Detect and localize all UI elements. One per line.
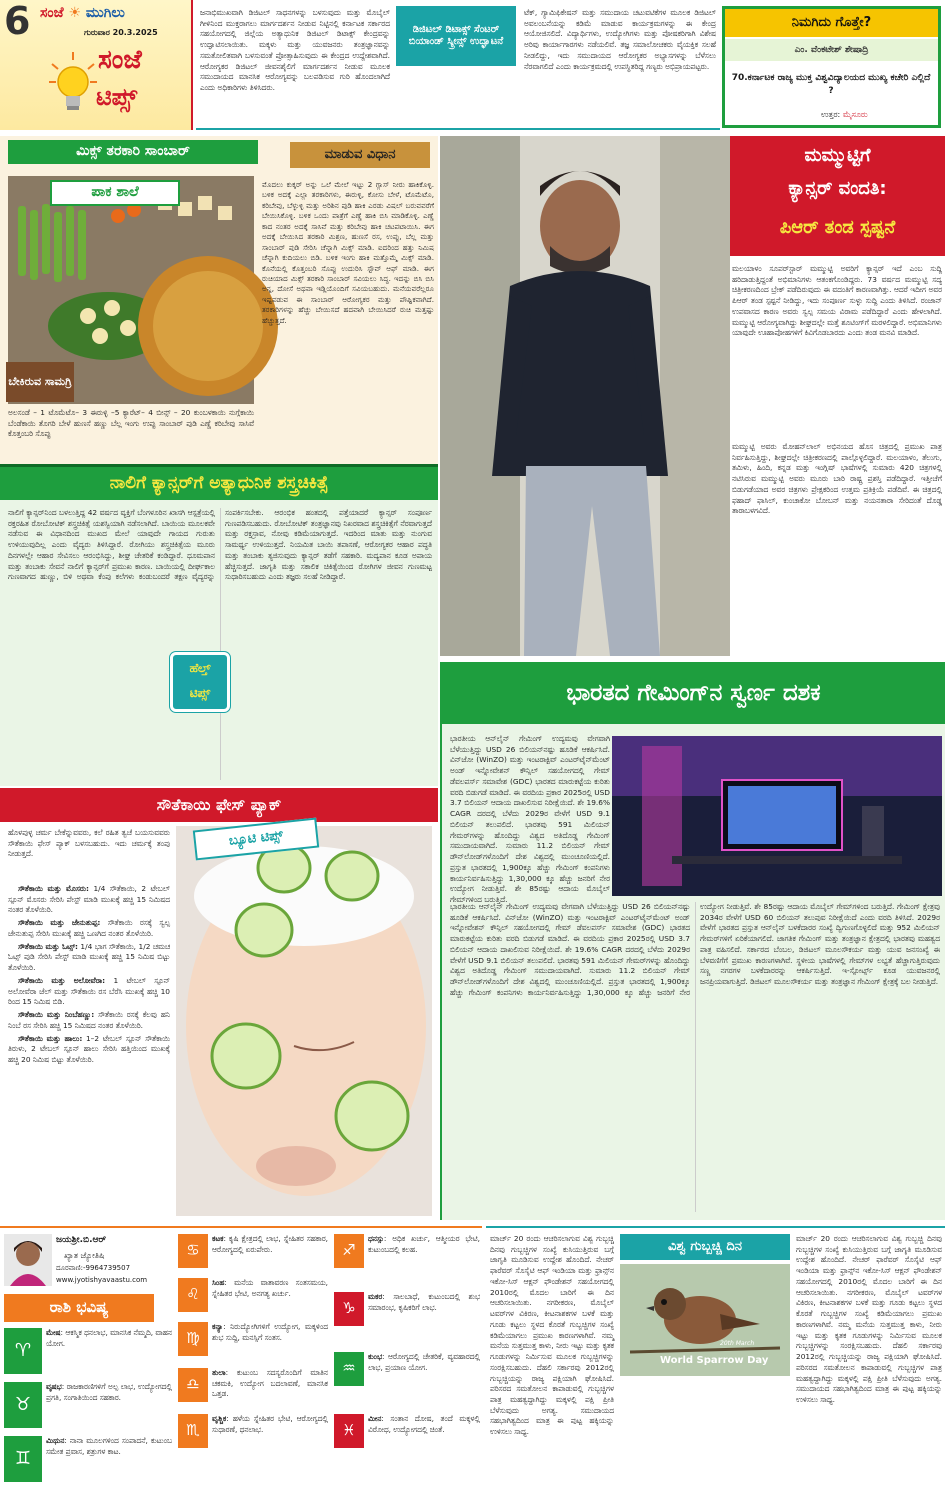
mammootty-article (730, 136, 945, 662)
kanya-icon: ♍ (178, 1322, 208, 1356)
sign-text: ಮೇಷ: ಆಕಸ್ಮಿಕ ಧನಲಾಭ, ಮಾನಸಿಕ ನೆಮ್ಮದಿ, ವಾಹನ ಯೋಗ. (46, 1328, 173, 1348)
face-photo (176, 826, 432, 1216)
item-5: ಸೌತೆಕಾಯಿ ಮತ್ತು ನಿಂಬೆಹಣ್ಣು: ಸೌತೆಕಾಯಿ ರಸಕ್ಕೆ ಕೆಲವು ಹನಿ ನಿಂಬೆ ರಸ ಸೇರಿಸಿ ಹಚ್ಚಿ 15 ನಿಮಿಷದ ನಂತರ ತೊಳೆಯಿರಿ. (8, 1010, 170, 1030)
article-body-right: ಮಾರ್ಚ್ 20 ರಂದು ಆಚರಿಸಲಾಗುವ ವಿಶ್ವ ಗುಬ್ಬಚ್ಚಿ ದಿನವು ಗುಬ್ಬಚ್ಚಿಗಳ ಸಂಖ್ಯೆ ಕುಸಿಯುತ್ತಿರುವ ಬಗ್ಗೆ ಜಾಗೃತಿ ಮೂಡಿಸುವ ಉದ್ದೇಶ ಹೊಂದಿದೆ. ನೇಚರ್ ಫಾರೆವರ್ ಸೊಸೈಟಿ ಆಫ್ ಇಂಡಿಯಾ ಮತ್ತು ಫ್ರಾನ್ಸ್‌ನ ಇಕೋ-ಸಿಸ್ ಆಕ್ಷನ್ ಫೌಂಡೇಶನ್ ಸಹಯೋಗದಲ್ಲಿ 2010ರಲ್ಲಿ ಮೊದಲ ಬಾರಿಗೆ ಈ ದಿನ ಆಚರಿಸಲಾಯಿತು. ನಗರೀಕರಣ, ಮೊಬೈಲ್ ಟವರ್‌ಗಳ ವಿಕಿರಣ, ಕೀಟನಾಶಕಗಳ ಬಳಕೆ ಮತ್ತು ಗೂಡು ಕಟ್ಟಲು ಸ್ಥಳದ ಕೊರತೆ ಗುಬ್ಬಚ್ಚಿಗಳ ಸಂಖ್ಯೆ ಕಡಿಮೆಯಾಗಲು ಪ್ರಮುಖ ಕಾರಣಗಳಾಗಿವೆ. ನಮ್ಮ ಮನೆಯ ಸುತ್ತಮುತ್ತ ಕಾಳು, ನೀರು ಇಟ್ಟು ಮತ್ತು ಕೃತಕ ಗೂಡುಗಳನ್ನು ನಿರ್ಮಿಸುವ ಮೂಲಕ ಗುಬ್ಬಚ್ಚಿಗಳನ್ನು ಸಂರಕ್ಷಿಸಬಹುದು. ದೆಹಲಿ ಸರ್ಕಾರವು 2012ರಲ್ಲಿ ಗುಬ್ಬಚ್ಚಿಯನ್ನು ರಾಜ್ಯ ಪಕ್ಷಿಯಾಗಿ ಘೋಷಿಸಿದೆ. ಪರಿಸರದ ಸಮತೋಲನ ಕಾಪಾಡುವಲ್ಲಿ ಗುಬ್ಬಚ್ಚಿಗಳ ಪಾತ್ರ ಮಹತ್ವದ್ದಾಗಿದ್ದು ಮಕ್ಕಳಲ್ಲಿ ಪಕ್ಷಿ ಪ್ರೀತಿ ಬೆಳೆಸುವುದು ಅಗತ್ಯ. ಸಮುದಾಯದ ಸಹಭಾಗಿತ್ವದಿಂದ ಮಾತ್ರ ಈ ಪುಟ್ಟ ಹಕ್ಕಿಯನ್ನು ಉಳಿಸಲು ಸಾಧ್ಯ. (796, 1234, 942, 1405)
quiz-answer-value: ಮೈಸೂರು (842, 110, 868, 119)
kataka-icon: ♋ (178, 1234, 208, 1268)
mithuna-icon: ♊ (4, 1436, 42, 1482)
section-title-line-1: ಸಂಜೆ (98, 45, 142, 75)
badge-line-2: ಟಿಪ್ಸ್ (189, 686, 211, 701)
gaming-photo (612, 736, 942, 896)
astrologer-web: www.jyotishyavaastu.com (56, 1276, 148, 1284)
vrishchika-icon: ♏ (178, 1414, 208, 1448)
headline-line-1: ಮಮ್ಮುಟ್ಟಿಗೆ (804, 145, 871, 167)
article-intro: ಹೊಳಪುಳ್ಳ ಚರ್ಮ ಬೇಕೆನ್ನುವವರು, ಕಲೆ ರಹಿತ ತ್ವಚೆ ಬಯಸುವವರು ಸೌತೆಕಾಯಿ ಫೇಸ್ ಪ್ಯಾಕ್ ಬಳಸಬಹುದು. ಇದು ಚರ್ಮಕ್ಕೆ ತಂಪು ನೀಡುತ್ತದೆ. (8, 828, 170, 859)
article-body-col-1-cont (396, 70, 516, 126)
kumbha-icon: ♒ (334, 1352, 364, 1386)
sign-6 (178, 1322, 328, 1360)
cancer-article (0, 464, 438, 786)
quiz-box (722, 6, 941, 128)
ingredients-label: ಬೇಕಿರುವ ಸಾಮಗ್ರಿ (6, 362, 74, 402)
item-2: ಸೌತೆಕಾಯಿ ಮತ್ತು ಜೇನುತುಪ್ಪ: ಸೌತೆಕಾಯಿ ರಸಕ್ಕೆ ಸ್ವಲ್ಪ ಜೇನುತುಪ್ಪ ಸೇರಿಸಿ ಮುಖಕ್ಕೆ ಹಚ್ಚಿ ಒಣಗಿದ ನಂತರ ತೊಳೆಯಿರಿ. (8, 918, 170, 938)
sign-4 (178, 1234, 328, 1272)
sign-text: ಮಕರ: ಸಾಲಬಾಧೆ, ಕುಟುಂಬದಲ್ಲಿ ಶುಭ ಸಮಾರಂಭ, ಕೃಷಿಕರಿಗೆ ಲಾಭ. (368, 1292, 480, 1312)
sign-7 (178, 1368, 328, 1406)
brand-part-1: ಸಂಜೆ (40, 5, 64, 21)
section-title-line-2: ಟಿಪ್ಸ್ (96, 83, 138, 111)
quiz-question: 70.ಕರ್ನಾಟಕ ರಾಜ್ಯ ಮುಕ್ತ ವಿಶ್ವವಿದ್ಯಾಲಯದ ಮುಖ್ಯ ಕಚೇರಿ ಎಲ್ಲಿದೆ ? (731, 72, 931, 96)
gaming-article (440, 662, 945, 1220)
meena-icon: ♓ (334, 1414, 364, 1448)
article-body-left: ಮಾರ್ಚ್ 20 ರಂದು ಆಚರಿಸಲಾಗುವ ವಿಶ್ವ ಗುಬ್ಬಚ್ಚಿ ದಿನವು ಗುಬ್ಬಚ್ಚಿಗಳ ಸಂಖ್ಯೆ ಕುಸಿಯುತ್ತಿರುವ ಬಗ್ಗೆ ಜಾಗೃತಿ ಮೂಡಿಸುವ ಉದ್ದೇಶ ಹೊಂದಿದೆ. ನೇಚರ್ ಫಾರೆವರ್ ಸೊಸೈಟಿ ಆಫ್ ಇಂಡಿಯಾ ಮತ್ತು ಫ್ರಾನ್ಸ್‌ನ ಇಕೋ-ಸಿಸ್ ಆಕ್ಷನ್ ಫೌಂಡೇಶನ್ ಸಹಯೋಗದಲ್ಲಿ 2010ರಲ್ಲಿ ಮೊದಲ ಬಾರಿಗೆ ಈ ದಿನ ಆಚರಿಸಲಾಯಿತು. ನಗರೀಕರಣ, ಮೊಬೈಲ್ ಟವರ್‌ಗಳ ವಿಕಿರಣ, ಕೀಟನಾಶಕಗಳ ಬಳಕೆ ಮತ್ತು ಗೂಡು ಕಟ್ಟಲು ಸ್ಥಳದ ಕೊರತೆ ಗುಬ್ಬಚ್ಚಿಗಳ ಸಂಖ್ಯೆ ಕಡಿಮೆಯಾಗಲು ಪ್ರಮುಖ ಕಾರಣಗಳಾಗಿವೆ. ನಮ್ಮ ಮನೆಯ ಸುತ್ತಮುತ್ತ ಕಾಳು, ನೀರು ಇಟ್ಟು ಮತ್ತು ಕೃತಕ ಗೂಡುಗಳನ್ನು ನಿರ್ಮಿಸುವ ಮೂಲಕ ಗುಬ್ಬಚ್ಚಿಗಳನ್ನು ಸಂರಕ್ಷಿಸಬಹುದು. ದೆಹಲಿ ಸರ್ಕಾರವು 2012ರಲ್ಲಿ ಗುಬ್ಬಚ್ಚಿಯನ್ನು ರಾಜ್ಯ ಪಕ್ಷಿಯಾಗಿ ಘೋಷಿಸಿದೆ. ಪರಿಸರದ ಸಮತೋಲನ ಕಾಪಾಡುವಲ್ಲಿ ಗುಬ್ಬಚ್ಚಿಗಳ ಪಾತ್ರ ಮಹತ್ವದ್ದಾಗಿದ್ದು ಮಕ್ಕಳಲ್ಲಿ ಪಕ್ಷಿ ಪ್ರೀತಿ ಬೆಳೆಸುವುದು ಅಗತ್ಯ. ಸಮುದಾಯದ ಸಹಭಾಗಿತ್ವದಿಂದ ಮಾತ್ರ ಈ ಪುಟ್ಟ ಹಕ್ಕಿಯನ್ನು ಉಳಿಸಲು ಸಾಧ್ಯ. (490, 1234, 614, 1437)
sign-5 (178, 1278, 328, 1316)
article-title: ಭಾರತದ ಗೇಮಿಂಗ್‌ನ ಸ್ವರ್ಣ ದಶಕ (442, 662, 945, 724)
recipe-title: ಮಿಕ್ಸ್ ತರಕಾರಿ ಸಾಂಬಾರ್ (8, 140, 258, 164)
sign-3 (4, 1436, 174, 1490)
quiz-title: ನಿಮಗಿದು ಗೊತ್ತೇ? (725, 9, 938, 37)
sign-text: ಕುಂಭ: ಆರೋಗ್ಯದಲ್ಲಿ ಚೇತರಿಕೆ, ವ್ಯವಹಾರದಲ್ಲಿ ಲಾಭ, ಪ್ರಯಾಣ ಯೋಗ. (368, 1352, 480, 1372)
article-body-1: ಮಲಯಾಳಂ ಸೂಪರ್‌ಸ್ಟಾರ್ ಮಮ್ಮುಟ್ಟಿ ಅವರಿಗೆ ಕ್ಯಾನ್ಸರ್ ಇದೆ ಎಂಬ ಸುದ್ದಿ ಹರಿದಾಡುತ್ತಿದ್ದಂತೆ ಅಭಿಮಾನಿಗಳು ಆತಂಕಗೊಂಡಿದ್ದರು. 73 ವರ್ಷದ ಮಮ್ಮುಟ್ಟಿ ಸದ್ಯ ಚಿತ್ರೀಕರಣದಿಂದ ಬ್ರೇಕ್ ಪಡೆದಿರುವುದು ಈ ವದಂತಿಗೆ ಕಾರಣವಾಗಿತ್ತು. ಆದರೆ ಇದೀಗ ಅವರ ಪಿಆರ್ ತಂಡ ಸ್ಪಷ್ಟನೆ ನೀಡಿದ್ದು, ಇದು ಸಂಪೂರ್ಣ ಸುಳ್ಳು ಸುದ್ದಿ ಎಂದು ತಿಳಿಸಿದೆ. ರಂಜಾನ್ ಉಪವಾಸದ ಕಾರಣ ಅವರು ಸ್ವಲ್ಪ ಸಮಯ ವಿರಾಮ ಪಡೆದಿದ್ದಾರೆ ಎಂದು ಹೇಳಲಾಗಿದೆ. ಮಮ್ಮುಟ್ಟಿ ಆರೋಗ್ಯವಾಗಿದ್ದು ಶೀಘ್ರದಲ್ಲೇ ಮತ್ತೆ ಶೂಟಿಂಗ್‌ಗೆ ಮರಳಲಿದ್ದಾರೆ. ಅಭಿಮಾನಿಗಳು ಯಾವುದೇ ಊಹಾಪೋಹಗಳಿಗೆ ಕಿವಿಗೊಡಬಾರದು ಎಂದು ತಂಡ ಮನವಿ ಮಾಡಿದೆ. (732, 264, 942, 338)
sign-text: ಸಿಂಹ: ಮನೆಯ ವಾತಾವರಣ ಸಂತಸಮಯ, ಸ್ನೇಹಿತರ ಭೇಟಿ, ಅನಗತ್ಯ ಖರ್ಚು. (212, 1278, 328, 1298)
headline-line-3: ಪಿಆರ್ ತಂಡ ಸ್ಪಷ್ಟನೆ (779, 217, 896, 239)
lightbulb-icon (48, 50, 98, 120)
sign-text: ಕನ್ಯಾ: ನಿರುದ್ಯೋಗಿಗಳಿಗೆ ಉದ್ಯೋಗ, ಮಕ್ಕಳಿಂದ ಶುಭ ಸುದ್ದಿ, ಮನಸ್ಸಿಗೆ ಸಂತಸ. (212, 1322, 329, 1342)
vrishabha-icon: ♉ (4, 1382, 42, 1428)
digital-detox-article (196, 0, 720, 130)
sparrow-article (486, 1226, 945, 1491)
sign-text: ವೃಶ್ಚಿಕ: ಹಳೆಯ ಸ್ನೇಹಿತರ ಭೇಟಿ, ಆರೋಗ್ಯದಲ್ಲಿ ಸುಧಾರಣೆ, ಧನಲಾಭ. (212, 1414, 328, 1434)
sign-text: ವೃಷಭ: ರಾಜಕಾರಣಿಗಳಿಗೆ ಅಲ್ಪ ಲಾಭ, ಉದ್ಯೋಗದಲ್ಲಿ ಪ್ರಗತಿ, ಸಂಗಾತಿಯಿಂದ ಸಹಕಾರ. (46, 1382, 172, 1402)
sign-text: ಧನಸ್ಸು: ಅಧಿಕ ಖರ್ಚು, ಆತ್ಮೀಯರ ಭೇಟಿ, ಕುಟುಂಬದಲ್ಲಿ ಕಲಹ. (368, 1234, 480, 1254)
sign-text: ಮಿಥುನ: ನಾನಾ ಮೂಲಗಳಿಂದ ಸಂಪಾದನೆ, ಕುಟುಂಬ ಸಮೇತ ಪ್ರವಾಸ, ಶತ್ರುಗಳ ಕಾಟ. (46, 1436, 173, 1456)
photo-caption: World Sparrow Day (660, 1355, 769, 1366)
sign-9 (334, 1234, 480, 1286)
article-body-left: ಭಾರತೀಯ ಆನ್‌ಲೈನ್ ಗೇಮಿಂಗ್ ಉದ್ಯಮವು ವೇಗವಾಗಿ ಬೆಳೆಯುತ್ತಿದ್ದು USD 26 ಬಿಲಿಯನ್‌ನಷ್ಟು ಹೂಡಿಕೆ ಆಕರ್ಷಿಸಿದೆ. ವಿನ್‌ಜೋ (WinZO) ಮತ್ತು ಇಂಟರಾಕ್ಟಿವ್ ಎಂಟರ್‌ಟೈನ್‌ಮೆಂಟ್ ಅಂಡ್ ಇನ್ನೋವೇಶನ್ ಕೌನ್ಸಿಲ್ ಸಹಯೋಗದಲ್ಲಿ ಗೇಮ್ ಡೆವಲಪರ್ಸ್ ಸಮಾವೇಶ (GDC) ಭಾರತದ ಮಾರುಕಟ್ಟೆಯ ಕುರಿತು ವರದಿ ಬಿಡುಗಡೆ ಮಾಡಿದೆ. ಈ ವರದಿಯ ಪ್ರಕಾರ 2025ರಲ್ಲಿ USD 3.7 ಬಿಲಿಯನ್ ಆದಾಯ ದಾಖಲಿಸುವ ನಿರೀಕ್ಷೆಯಿದೆ. ಶೇ 19.6% CAGR ದರದಲ್ಲಿ ಬೆಳೆದು 2029ರ ವೇಳೆಗೆ USD 9.1 ಬಿಲಿಯನ್ ತಲುಪಲಿದೆ. ಭಾರತವು 591 ಮಿಲಿಯನ್ ಗೇಮರ್‌ಗಳನ್ನು ಹೊಂದಿದ್ದು ವಿಶ್ವದ ಅತಿದೊಡ್ಡ ಗೇಮಿಂಗ್ ಸಮುದಾಯವಾಗಿದೆ. ಸುಮಾರು 11.2 ಬಿಲಿಯನ್ ಗೇಮ್ ಡೌನ್‌ಲೋಡ್‌ಗಳೊಂದಿಗೆ ದೇಶ ವಿಶ್ವದಲ್ಲಿ ಮುಂಚೂಣಿಯಲ್ಲಿದೆ. ಪ್ರಸ್ತುತ ಭಾರತದಲ್ಲಿ 1,900ಕ್ಕೂ ಹೆಚ್ಚು ಗೇಮಿಂಗ್ ಕಂಪನಿಗಳು ಕಾರ್ಯನಿರ್ವಹಿಸುತ್ತಿದ್ದು 1,30,000 ಕ್ಕೂ ಹೆಚ್ಚು ಜನರಿಗೆ ನೇರ ಉದ್ಯೋಗ ನೀಡುತ್ತಿವೆ. ಶೇ 85ರಷ್ಟು ಆದಾಯ ಮೊಬೈಲ್ ಗೇಮ್‌ಗಳಿಂದ ಬರುತ್ತಿದೆ. (450, 734, 610, 905)
brand-part-2: ಮುಗಿಲು (85, 5, 125, 21)
page-number: 6 (4, 0, 31, 43)
section-label: ಪಾಕ ಶಾಲೆ (50, 180, 180, 206)
astrologer-role: ಖ್ಯಾತ ಜ್ಯೋತಿಷಿ (64, 1251, 105, 1260)
headline-line-2: ಕ್ಯಾನ್ಸರ್ ವಂದತಿ: (788, 178, 887, 200)
item-4: ಸೌತೆಕಾಯಿ ಮತ್ತು ಅಲೋವೆರಾ: 1 ಟೇಬಲ್ ಸ್ಪೂನ್ ಅಲೋವೆರಾ ಜೆಲ್ ಮತ್ತು ಸೌತೆಕಾಯಿ ರಸ ಬೆರೆಸಿ ಮುಖಕ್ಕೆ ಹಚ್ಚಿ 10 ರಿಂದ 15 ನಿಮಿಷ ಬಿಡಿ. (8, 975, 170, 1007)
sign-12 (334, 1414, 480, 1490)
dhanassu-icon: ♐ (334, 1234, 364, 1268)
article-title: ನಾಲಿಗೆ ಕ್ಯಾನ್ಸರ್‌ಗೆ ಅತ್ಯಾಧುನಿಕ ಶಸ್ತ್ರಚಿಕಿತ್ಸೆ (0, 464, 438, 500)
headline-box (730, 136, 945, 256)
mammootty-photo (440, 136, 730, 656)
article-body-center (620, 1380, 790, 1490)
article-title: ವಿಶ್ವ ಗುಬ್ಬಚ್ಚಿ ದಿನ (620, 1234, 790, 1260)
ingredients-list: ಅಲಸಂಡೆ – 1 ಟೊಮೆಟೊ– 3 ಈರುಳ್ಳಿ –5 ಕ್ಯಾರೆಟ್– 4 ಬೀನ್ಸ್ – 20 ಕುಂಬಳಕಾಯಿ ನುಗ್ಗೆಕಾಯಿ ಬೆಂಡೆಕಾಯಿ ತೊಗರಿ ಬೇಳೆ ಹುಣಸೆ ಹಣ್ಣು ಬೆಲ್ಲ ಇಂಗು ಉಪ್ಪು ಸಾಂಬಾರ್ ಪುಡಿ ಎಣ್ಣೆ ಕರಿಬೇವು ಸಾಸಿವೆ ಕೊತ್ತಂಬರಿ ಸೊಪ್ಪು (8, 408, 254, 439)
brand-logo-icon: ☀ (68, 5, 82, 21)
sign-text: ಕಟಕ: ಕೃಷಿ ಕ್ಷೇತ್ರದಲ್ಲಿ ಲಾಭ, ಸ್ನೇಹಿತರ ಸಹಕಾರ, ಆರೋಗ್ಯದಲ್ಲಿ ಏರುಪೇರು. (212, 1234, 328, 1254)
sign-8 (178, 1414, 328, 1454)
health-tips-badge (170, 652, 230, 712)
badge-line-1: ಹೆಲ್ತ್ (189, 660, 211, 675)
rashi-section (0, 1226, 482, 1491)
article-title: ಸೌತೆಕಾಯಿ ಫೇಸ್ ಪ್ಯಾಕ್ (0, 788, 438, 822)
astrologer-photo (4, 1234, 52, 1286)
tula-icon: ♎ (178, 1368, 208, 1402)
mesha-icon: ♈ (4, 1328, 42, 1374)
article-body-main: ಭಾರತೀಯ ಆನ್‌ಲೈನ್ ಗೇಮಿಂಗ್ ಉದ್ಯಮವು ವೇಗವಾಗಿ ಬೆಳೆಯುತ್ತಿದ್ದು USD 26 ಬಿಲಿಯನ್‌ನಷ್ಟು ಹೂಡಿಕೆ ಆಕರ್ಷಿಸಿದೆ. ವಿನ್‌ಜೋ (WinZO) ಮತ್ತು ಇಂಟರಾಕ್ಟಿವ್ ಎಂಟರ್‌ಟೈನ್‌ಮೆಂಟ್ ಅಂಡ್ ಇನ್ನೋವೇಶನ್ ಕೌನ್ಸಿಲ್ ಸಹಯೋಗದಲ್ಲಿ ಗೇಮ್ ಡೆವಲಪರ್ಸ್ ಸಮಾವೇಶ (GDC) ಭಾರತದ ಮಾರುಕಟ್ಟೆಯ ಕುರಿತು ವರದಿ ಬಿಡುಗಡೆ ಮಾಡಿದೆ. ಈ ವರದಿಯ ಪ್ರಕಾರ 2025ರಲ್ಲಿ USD 3.7 ಬಿಲಿಯನ್ ಆದಾಯ ದಾಖಲಿಸುವ ನಿರೀಕ್ಷೆಯಿದೆ. ಶೇ 19.6% CAGR ದರದಲ್ಲಿ ಬೆಳೆದು 2029ರ ವೇಳೆಗೆ USD 9.1 ಬಿಲಿಯನ್ ತಲುಪಲಿದೆ. ಭಾರತವು 591 ಮಿಲಿಯನ್ ಗೇಮರ್‌ಗಳನ್ನು ಹೊಂದಿದ್ದು ವಿಶ್ವದ ಅತಿದೊಡ್ಡ ಗೇಮಿಂಗ್ ಸಮುದಾಯವಾಗಿದೆ. ಸುಮಾರು 11.2 ಬಿಲಿಯನ್ ಗೇಮ್ ಡೌನ್‌ಲೋಡ್‌ಗಳೊಂದಿಗೆ ದೇಶ ವಿಶ್ವದಲ್ಲಿ ಮುಂಚೂಣಿಯಲ್ಲಿದೆ. ಪ್ರಸ್ತುತ ಭಾರತದಲ್ಲಿ 1,900ಕ್ಕೂ ಹೆಚ್ಚು ಗೇಮಿಂಗ್ ಕಂಪನಿಗಳು ಕಾರ್ಯನಿರ್ವಹಿಸುತ್ತಿದ್ದು 1,30,000 ಕ್ಕೂ ಹೆಚ್ಚು ಜನರಿಗೆ ನೇರ ಉದ್ಯೋಗ ನೀಡುತ್ತಿವೆ. ಶೇ 85ರಷ್ಟು ಆದಾಯ ಮೊಬೈಲ್ ಗೇಮ್‌ಗಳಿಂದ ಬರುತ್ತಿದೆ. ಗೇಮಿಂಗ್ ಕ್ಷೇತ್ರವು 2034ರ ವೇಳೆಗೆ USD 60 ಬಿಲಿಯನ್ ತಲುಪುವ ನಿರೀಕ್ಷೆಯಿದೆ ಎಂದು ವರದಿ ತಿಳಿಸಿದೆ. 2029ರ ವೇಳೆಗೆ ಭಾರತದ ಪ್ರಸ್ತುತ ಆನ್‌ಲೈನ್ ಬಳಕೆದಾರರ ಸಂಖ್ಯೆ ದ್ವಿಗುಣಗೊಳ್ಳಲಿದೆ ಮತ್ತು 952 ಮಿಲಿಯನ್ ಗೇಮರ್‌ಗಳಿಗೆ ಏರಿಕೆಯಾಗಲಿದೆ. ಜಾಗತಿಕ ಗೇಮಿಂಗ್ ಮತ್ತು ತಂತ್ರಜ್ಞಾನ ಕ್ಷೇತ್ರದಲ್ಲಿ ಭಾರತವು ಮಹತ್ವದ ಪಾತ್ರ ವಹಿಸಲಿದೆ. ಸರ್ಕಾರದ ಬೆಂಬಲ, ಡಿಜಿಟಲ್ ಮೂಲಸೌಕರ್ಯ ಮತ್ತು ಯುವ ಜನಸಂಖ್ಯೆ ಈ ಬೆಳವಣಿಗೆಗೆ ಪ್ರಮುಖ ಕಾರಣಗಳಾಗಿವೆ. ಸ್ಥಳೀಯ ಭಾಷೆಗಳಲ್ಲಿ ಗೇಮ್‌ಗಳ ಲಭ್ಯತೆ ಹೆಚ್ಚಾಗುತ್ತಿರುವುದು ಸಣ್ಣ ನಗರಗಳ ಬಳಕೆದಾರರನ್ನು ಆಕರ್ಷಿಸುತ್ತಿದೆ. ಇ-ಸ್ಪೋರ್ಟ್ಸ್ ಕೂಡ ಯುವಜನರಲ್ಲಿ ಜನಪ್ರಿಯವಾಗುತ್ತಿದೆ. ಡಿಜಿಟಲ್ ಮೂಲಸೌಕರ್ಯ ಮತ್ತು ತಂತ್ರಜ್ಞಾನ ಗೇಮಿಂಗ್ ಕ್ಷೇತ್ರಕ್ಕೆ ಬಲ ನೀಡುತ್ತಿದೆ. (450, 902, 940, 997)
quiz-author: ಎಂ. ವೆಂಕಟೇಶ್ ಶೇಷಾದ್ರಿ (725, 39, 938, 61)
sambar-recipe (0, 136, 438, 464)
sparrow-photo (620, 1264, 790, 1376)
quiz-answer (821, 109, 868, 120)
photo-date: 20th March (720, 1340, 755, 1347)
article-body-2: ಮಮ್ಮುಟ್ಟಿ ಅವರು ಮೋಹನ್‌ಲಾಲ್ ಅಭಿನಯದ ಹೊಸ ಚಿತ್ರದಲ್ಲಿ ಪ್ರಮುಖ ಪಾತ್ರ ನಿರ್ವಹಿಸುತ್ತಿದ್ದು, ಶೀಘ್ರದಲ್ಲೇ ಚಿತ್ರೀಕರಣದಲ್ಲಿ ಪಾಲ್ಗೊಳ್ಳಲಿದ್ದಾರೆ. ಮಲಯಾಳಂ, ತೆಲುಗು, ತಮಿಳು, ಹಿಂದಿ, ಕನ್ನಡ ಮತ್ತು ಇಂಗ್ಲಿಷ್ ಭಾಷೆಗಳಲ್ಲಿ ಸುಮಾರು 420 ಚಿತ್ರಗಳಲ್ಲಿ ನಟಿಸಿರುವ ಮಮ್ಮುಟ್ಟಿ ಅವರು ಮೂರು ಬಾರಿ ರಾಷ್ಟ್ರ ಪ್ರಶಸ್ತಿ ಪಡೆದಿದ್ದಾರೆ. ಇತ್ತೀಚೆಗೆ ಬಿಡುಗಡೆಯಾದ ಅವರ ಚಿತ್ರಗಳು ಪ್ರೇಕ್ಷಕರಿಂದ ಉತ್ತಮ ಪ್ರತಿಕ್ರಿಯೆ ಪಡೆದಿವೆ. ಈ ಚಿತ್ರದಲ್ಲಿ ಫಹಾದ್ ಫಾಸಿಲ್, ಕುಂಚಾಕೋ ಬೋಬನ್ ಮತ್ತು ನಯನತಾರಾ ಸೇರಿದಂತೆ ದೊಡ್ಡ ತಾರಾಬಳಗವಿದೆ. (732, 442, 942, 516)
article-title: ಡಿಜಿಟಲ್ ಡಿಟಾಕ್ಸ್ ಸೆಂಟರ್ ಬಿಯಾಂಡ್ ಸ್ಕ್ರೀನ್ಸ್ ಉದ್ಘಾಟನೆ (396, 6, 516, 66)
masthead (0, 0, 193, 130)
brand-name (40, 4, 125, 24)
facepack-article (0, 788, 438, 1220)
sign-text: ತುಲಾ: ಕುಟುಂಬ ಸದಸ್ಯರೊಂದಿಗೆ ಮಾತಿನ ಚಕಮಕಿ, ಉದ್ಯೋಗ ಬದಲಾವಣೆ, ಮಾನಸಿಕ ಒತ್ತಡ. (212, 1368, 328, 1399)
item-6: ಸೌತೆಕಾಯಿ ಮತ್ತು ಹಾಲು: 1–2 ಟೇಬಲ್ ಸ್ಪೂನ್ ಸೌತೆಕಾಯಿ ತಿರುಳು, 2 ಟೇಬಲ್ ಸ್ಪೂನ್ ಹಾಲು ಸೇರಿಸಿ ಹತ್ತಿಯಿಂದ ಮುಖಕ್ಕೆ ಹಚ್ಚಿ 20 ನಿಮಿಷ ಬಿಟ್ಟು ತೊಳೆಯಿರಿ. (8, 1033, 170, 1065)
makara-icon: ♑ (334, 1292, 364, 1326)
item-1: ಸೌತೆಕಾಯಿ ಮತ್ತು ಮೊಸರು: 1/4 ಸೌತೆಕಾಯಿ, 2 ಟೇಬಲ್ ಸ್ಪೂನ್ ಮೊಸರು ಸೇರಿಸಿ ಪೇಸ್ಟ್ ಮಾಡಿ ಮುಖಕ್ಕೆ ಹಚ್ಚಿ 15 ನಿಮಿಷದ ನಂತರ ತೊಳೆಯಿರಿ. (8, 884, 170, 915)
simha-icon: ♌ (178, 1278, 208, 1312)
astrologer-phone: ದೂರವಾಣಿ:-9964739507 (56, 1264, 131, 1272)
article-body-col-2: ಟೆಕ್, ಗ್ಯಾಮಿಫಿಕೇಷನ್ ಮತ್ತು ಸಮುದಾಯ ಚಟುವಟಿಕೆಗಳ ಮೂಲಕ ಡಿಜಿಟಲ್ ಅವಲಂಬನೆಯನ್ನು ಕಡಿಮೆ ಮಾಡುವ ಕಾರ್ಯಕ್ರಮಗಳನ್ನು ಈ ಕೇಂದ್ರ ಆಯೋಜಿಸಲಿದೆ. ವಿದ್ಯಾರ್ಥಿಗಳು, ಉದ್ಯೋಗಿಗಳು ಮತ್ತು ಪೋಷಕರಿಗಾಗಿ ವಿಶೇಷ ಅರಿವು ಕಾರ್ಯಾಗಾರಗಳು ನಡೆಯಲಿವೆ. ತಜ್ಞ ಸಮಾಲೋಚಕರು ವೈಯಕ್ತಿಕ ಸಲಹೆ ನೀಡಲಿದ್ದು, ಇದು ಸಮುದಾಯದ ಆರೋಗ್ಯಕರ ಅಭ್ಯಾಸಗಳನ್ನು ಬೆಳೆಸಲು ನೆರವಾಗಲಿದೆ ಎಂದು ಕಾರ್ಯಕ್ರಮದಲ್ಲಿ ಉಪಸ್ಥಿತರಿದ್ದ ಗಣ್ಯರು ಅಭಿಪ್ರಾಯಪಟ್ಟರು. (524, 8, 716, 71)
rashi-title: ರಾಶಿ ಭವಿಷ್ಯ (4, 1294, 154, 1322)
method-text: ಮೊದಲು ಕುಕ್ಕರ್ ಅನ್ನು ಒಲೆ ಮೇಲೆ ಇಟ್ಟು 2 ಗ್ಲಾಸ್ ನೀರು ಹಾಕಿಕೊಳ್ಳಿ. ಬಳಿಕ ಅದಕ್ಕೆ ಎಲ್ಲಾ ತರಕಾರಿಗಳು, ಈರುಳ್ಳಿ, ಕೋಸು ಬೇಳೆ, ಟೊಮೆಟೊ, ಕರಿಬೇವು, ಬೆಳ್ಳುಳ್ಳಿ ಮತ್ತು ಅರಿಶಿನ ಪುಡಿ ಹಾಕಿ ಎರಡು ವಿಷಲ್ ಬರುವವರೆಗೆ ಬೇಯಿಸಿಕೊಳ್ಳಿ. ಬಳಿಕ ಒಂದು ಪಾತ್ರೆಗೆ ಎಣ್ಣೆ ಹಾಕಿ ಬಿಸಿ ಮಾಡಿಕೊಳ್ಳಿ. ಎಣ್ಣೆ ಕಾದ ನಂತರ ಅದಕ್ಕೆ ಸಾಸಿವೆ ಮತ್ತು ಕರಿಬೇವು ಹಾಕಿ ಚಟಪಟಾಯಿಸಿ. ಈಗ ಅದಕ್ಕೆ ಬೇಯಿಸಿದ ತರಕಾರಿ ಮಿಶ್ರಣ, ಹುಣಸೆ ರಸ, ಉಪ್ಪು, ಬೆಲ್ಲ ಮತ್ತು ಸಾಂಬಾರ್ ಪುಡಿ ಸೇರಿಸಿ ಚೆನ್ನಾಗಿ ಮಿಕ್ಸ್ ಮಾಡಿ. ಐದರಿಂದ ಹತ್ತು ನಿಮಿಷ ಚೆನ್ನಾಗಿ ಕುದಿಯಲು ಬಿಡಿ. ಬಳಿಕ ಇಂಗು ಹಾಕಿ ಮತ್ತೊಮ್ಮೆ ಮಿಕ್ಸ್ ಮಾಡಿ. ಕೊನೆಯಲ್ಲಿ ಕೊತ್ತಂಬರಿ ಸೊಪ್ಪು ಉದುರಿಸಿ ಸ್ಟೌವ್ ಆಫ್ ಮಾಡಿ. ಈಗ ರುಚಿಯಾದ ಮಿಕ್ಸ್ ತರಕಾರಿ ಸಾಂಬಾರ್ ಸವಿಯಲು ಸಿದ್ಧ. ಇದನ್ನು ಬಿಸಿ ಬಿಸಿ ಅನ್ನ, ದೋಸೆ ಅಥವಾ ಇಡ್ಲಿಯೊಂದಿಗೆ ಸವಿಯಬಹುದು. ಮನೆಯವರೆಲ್ಲರೂ ಇಷ್ಟಪಡುವ ಈ ಸಾಂಬಾರ್ ಆರೋಗ್ಯಕರ ಮತ್ತು ಪೌಷ್ಟಿಕವಾಗಿದೆ. ತರಕಾರಿಗಳನ್ನು ಹೆಚ್ಚು ಬೇಯಿಸದೆ ಹದವಾಗಿ ಬೇಯಿಸಿದರೆ ರುಚಿ ಮತ್ತಷ್ಟು ಹೆಚ್ಚುತ್ತದೆ. (262, 180, 434, 325)
article-items (8, 884, 170, 1216)
quiz-answer-label: ಉತ್ತರ: (821, 110, 841, 119)
sign-2 (4, 1382, 174, 1432)
sign-1 (4, 1328, 174, 1378)
astrologer-name: ಜಯಶ್ರೀ.ಬಿ.ಆರ್ (56, 1235, 107, 1245)
article-body: ನಾಲಿಗೆ ಕ್ಯಾನ್ಸರ್‌ನಿಂದ ಬಳಲುತ್ತಿದ್ದ 42 ವರ್ಷದ ವ್ಯಕ್ತಿಗೆ ಬೆಂಗಳೂರಿನ ಖಾಸಗಿ ಆಸ್ಪತ್ರೆಯಲ್ಲಿ ರಕ್ತರಹಿತ ರೋಬೋಟಿಕ್ ಶಸ್ತ್ರಚಿಕಿತ್ಸೆ ಯಶಸ್ವಿಯಾಗಿ ನಡೆಸಲಾಗಿದೆ. ಬಾಯಿಯ ಮೂಲಕವೇ ನಡೆಸುವ ಈ ವಿಧಾನದಿಂದ ಮುಖದ ಮೇಲೆ ಯಾವುದೇ ಗಾಯದ ಗುರುತು ಉಳಿಯುವುದಿಲ್ಲ ಎಂದು ವೈದ್ಯರು ತಿಳಿಸಿದ್ದಾರೆ. ರೋಗಿಯು ಶಸ್ತ್ರಚಿಕಿತ್ಸೆಯ ಮೂರು ದಿನಗಳಲ್ಲೇ ಆಹಾರ ಸೇವಿಸಲು ಆರಂಭಿಸಿದ್ದು, ಶೀಘ್ರ ಚೇತರಿಕೆ ಕಂಡಿದ್ದಾರೆ. ಧೂಮಪಾನ ಮತ್ತು ತಂಬಾಕು ಸೇವನೆ ನಾಲಿಗೆ ಕ್ಯಾನ್ಸರ್‌ಗೆ ಪ್ರಮುಖ ಕಾರಣ. ಬಾಯಿಯಲ್ಲಿ ದೀರ್ಘಕಾಲ ಗುಣವಾಗದ ಹುಣ್ಣು, ಬಿಳಿ ಅಥವಾ ಕೆಂಪು ಕಲೆಗಳು ಕಂಡುಬಂದರೆ ತಕ್ಷಣ ವೈದ್ಯರನ್ನು ಸಂಪರ್ಕಿಸಬೇಕು. ಆರಂಭಿಕ ಹಂತದಲ್ಲಿ ಪತ್ತೆಯಾದರೆ ಕ್ಯಾನ್ಸರ್ ಸಂಪೂರ್ಣ ಗುಣಪಡಿಸಬಹುದು. ರೋಬೋಟಿಕ್ ತಂತ್ರಜ್ಞಾನವು ನಿಖರವಾದ ಶಸ್ತ್ರಚಿಕಿತ್ಸೆಗೆ ನೆರವಾಗುತ್ತದೆ ಮತ್ತು ರಕ್ತಸ್ರಾವ, ನೋವು ಕಡಿಮೆಯಾಗುತ್ತದೆ. ಇದರಿಂದ ಮಾತು ಮತ್ತು ನುಂಗುವ ಸಾಮರ್ಥ್ಯ ಉಳಿಯುತ್ತದೆ. ನಿಯಮಿತ ಬಾಯಿ ತಪಾಸಣೆ, ಆರೋಗ್ಯಕರ ಆಹಾರ ಪದ್ಧತಿ ಮತ್ತು ತಂಬಾಕು ತ್ಯಜಿಸುವುದು ಕ್ಯಾನ್ಸರ್ ತಡೆಗೆ ಸಹಕಾರಿ. ಮದ್ಯಪಾನ ಕೂಡ ಅಪಾಯ ಹೆಚ್ಚಿಸುತ್ತದೆ. ಜಾಗೃತಿ ಮತ್ತು ಸಕಾಲಿಕ ಚಿಕಿತ್ಸೆಯಿಂದ ರೋಗಿಗಳ ಜೀವನ ಗುಣಮಟ್ಟ ಸುಧಾರಿಸಬಹುದು ಎಂದು ತಜ್ಞರು ಸಲಹೆ ನೀಡಿದ್ದಾರೆ. (8, 508, 432, 582)
item-3: ಸೌತೆಕಾಯಿ ಮತ್ತು ಓಟ್ಸ್: 1/4 ಭಾಗ ಸೌತೆಕಾಯಿ, 1/2 ಚಮಚ ಓಟ್ಸ್ ಪುಡಿ ಸೇರಿಸಿ ಪೇಸ್ಟ್ ಮಾಡಿ ಮುಖಕ್ಕೆ ಹಚ್ಚಿ 15 ನಿಮಿಷ ಬಿಟ್ಟು ತೊಳೆಯಿರಿ. (8, 941, 170, 973)
sign-text: ಮೀನ: ಸಂತಾನ ದೋಷ, ತಂದೆ ಮಕ್ಕಳಲ್ಲಿ ವಿರೋಧ, ಉದ್ಯೋಗದಲ್ಲಿ ಚಿಂತೆ. (368, 1414, 480, 1434)
sign-10 (334, 1292, 480, 1344)
beauty-tips-badge: ಬ್ಯೂಟಿ ಟಿಪ್ಸ್ (193, 818, 319, 861)
issue-date: ಗುರುವಾರ 20.3.2025 (84, 28, 158, 37)
article-body-col-1: ಜನಾಭಿಮುಖವಾಗಿ ಡಿಜಿಟಲ್ ಸಾಧನಗಳನ್ನು ಬಳಸುವುದು ಮತ್ತು ಮೊಬೈಲ್ ಗೀಳಿನಿಂದ ಮುಕ್ತರಾಗಲು ಮಾರ್ಗದರ್ಶನ ನೀಡುವ ನಿಟ್ಟಿನಲ್ಲಿ ಕರ್ನಾಟಕ ಸರ್ಕಾರದ ಸಹಯೋಗದಲ್ಲಿ ಜಿಲ್ಲೆಯ ಅತ್ಯಾಧುನಿಕ ಡಿಜಿಟಲ್ ಡಿಟಾಕ್ಸ್ ಕೇಂದ್ರವನ್ನು ಉದ್ಘಾಟಿಸಲಾಯಿತು. ಮಕ್ಕಳು ಮತ್ತು ಯುವಜನರು ತಂತ್ರಜ್ಞಾನವನ್ನು ಸಮತೋಲಿತವಾಗಿ ಬಳಸುವಂತೆ ಪ್ರೋತ್ಸಾಹಿಸುವುದು ಈ ಕೇಂದ್ರದ ಉದ್ದೇಶವಾಗಿದೆ. ಆರೋಗ್ಯಕರ ಡಿಜಿಟಲ್ ಜೀವನಶೈಲಿಗೆ ಮಾರ್ಗದರ್ಶನ ನೀಡುವ ಮೂಲಕ ಸಮುದಾಯದ ಮಾನಸಿಕ ಆರೋಗ್ಯವನ್ನು ಬಲಪಡಿಸುವ ಗುರಿ ಹೊಂದಲಾಗಿದೆ ಎಂದು ಅಧಿಕಾರಿಗಳು ತಿಳಿಸಿದರು. (200, 8, 390, 93)
method-title: ಮಾಡುವ ವಿಧಾನ (290, 142, 430, 168)
sign-11 (334, 1352, 480, 1408)
